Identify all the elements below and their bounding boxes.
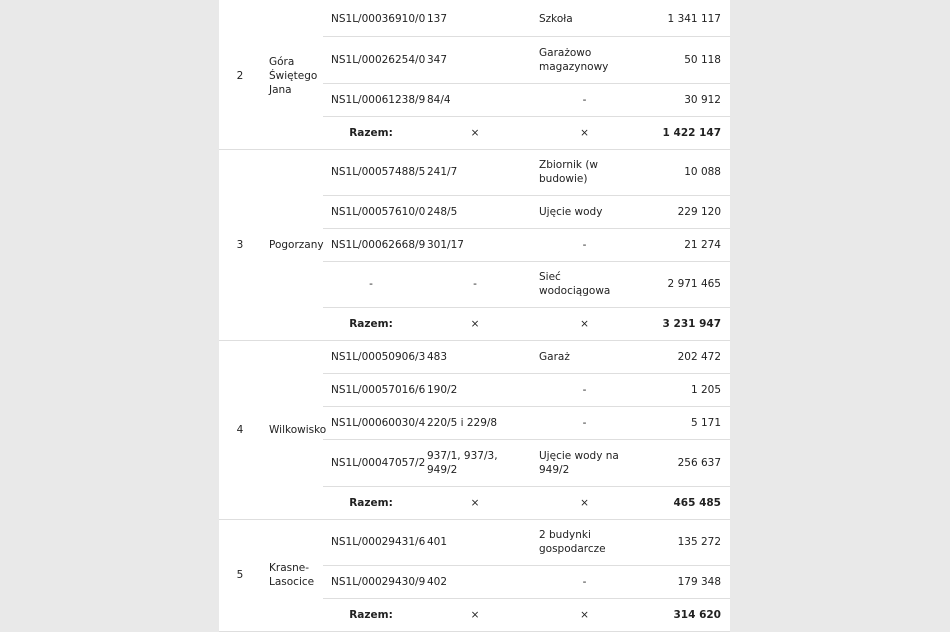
value-cell: 1 341 117 <box>638 3 730 36</box>
value-cell: 30 912 <box>638 83 730 116</box>
kw-cell: NS1L/00060030/4 <box>323 406 419 439</box>
value-cell: 229 120 <box>638 195 730 228</box>
kw-cell: NS1L/00026254/0 <box>323 36 419 83</box>
desc-cell: 2 budynki gospodarcze <box>531 519 638 565</box>
group-name: Pogorzany <box>261 149 323 340</box>
document-page <box>219 0 730 632</box>
value-cell: 2 971 465 <box>638 261 730 307</box>
desc-cell: - <box>531 406 638 439</box>
desc-cell: - <box>531 565 638 598</box>
total-cross: × <box>419 486 531 519</box>
value-cell: 50 118 <box>638 36 730 83</box>
value-cell: 179 348 <box>638 565 730 598</box>
total-cross: × <box>531 116 638 149</box>
desc-cell: Garaż <box>531 340 638 373</box>
parcel-cell: 137 <box>419 3 531 36</box>
total-label: Razem: <box>323 486 419 519</box>
desc-cell: - <box>531 373 638 406</box>
total-cross: × <box>531 598 638 631</box>
kw-cell: NS1L/00047057/2 <box>323 439 419 486</box>
kw-cell: NS1L/00050906/3 <box>323 340 419 373</box>
group-number: 4 <box>219 340 261 519</box>
desc-cell: Garażowo magazynowy <box>531 36 638 83</box>
kw-cell: NS1L/00062668/9 <box>323 228 419 261</box>
table-row <box>219 3 730 36</box>
parcel-cell: 937/1, 937/3, 949/2 <box>419 439 531 486</box>
desc-cell: Ujęcie wody <box>531 195 638 228</box>
desc-cell: Ujęcie wody na 949/2 <box>531 439 638 486</box>
value-cell: 202 472 <box>638 340 730 373</box>
kw-cell: NS1L/00057610/0 <box>323 195 419 228</box>
value-cell: 135 272 <box>638 519 730 565</box>
value-cell: 10 088 <box>638 149 730 195</box>
property-table <box>219 3 730 632</box>
kw-cell: NS1L/00061238/9 <box>323 83 419 116</box>
group-number: 5 <box>219 519 261 631</box>
group-number: 3 <box>219 149 261 340</box>
total-cross: × <box>419 116 531 149</box>
total-label: Razem: <box>323 307 419 340</box>
total-value: 314 620 <box>638 598 730 631</box>
parcel-cell: 220/5 i 229/8 <box>419 406 531 439</box>
value-cell: 21 274 <box>638 228 730 261</box>
parcel-cell: 190/2 <box>419 373 531 406</box>
kw-cell: NS1L/00029431/6 <box>323 519 419 565</box>
group-name: Krasne-Lasocice <box>261 519 323 631</box>
table-row <box>219 519 730 565</box>
parcel-cell: 248/5 <box>419 195 531 228</box>
parcel-cell: 402 <box>419 565 531 598</box>
total-cross: × <box>531 486 638 519</box>
group-name: Wilkowisko <box>261 340 323 519</box>
parcel-cell: 241/7 <box>419 149 531 195</box>
parcel-cell: 84/4 <box>419 83 531 116</box>
total-cross: × <box>419 598 531 631</box>
group-number: 2 <box>219 3 261 149</box>
desc-cell: - <box>531 228 638 261</box>
parcel-cell: 483 <box>419 340 531 373</box>
total-label: Razem: <box>323 116 419 149</box>
parcel-cell: 401 <box>419 519 531 565</box>
value-cell: 1 205 <box>638 373 730 406</box>
kw-cell: NS1L/00029430/9 <box>323 565 419 598</box>
desc-cell: - <box>531 83 638 116</box>
value-cell: 5 171 <box>638 406 730 439</box>
kw-cell: NS1L/00036910/0 <box>323 3 419 36</box>
kw-cell: NS1L/00057488/5 <box>323 149 419 195</box>
table-row <box>219 340 730 373</box>
parcel-cell: - <box>419 261 531 307</box>
total-cross: × <box>531 307 638 340</box>
total-value: 465 485 <box>638 486 730 519</box>
parcel-cell: 347 <box>419 36 531 83</box>
parcel-cell: 301/17 <box>419 228 531 261</box>
value-cell: 256 637 <box>638 439 730 486</box>
desc-cell: Sieć wodociągowa <box>531 261 638 307</box>
kw-cell: NS1L/00057016/6 <box>323 373 419 406</box>
desc-cell: Zbiornik (w budowie) <box>531 149 638 195</box>
total-label: Razem: <box>323 598 419 631</box>
desc-cell: Szkoła <box>531 3 638 36</box>
total-value: 3 231 947 <box>638 307 730 340</box>
total-cross: × <box>419 307 531 340</box>
table-row <box>219 149 730 195</box>
group-name: Góra Świętego Jana <box>261 3 323 149</box>
kw-cell: - <box>323 261 419 307</box>
total-value: 1 422 147 <box>638 116 730 149</box>
